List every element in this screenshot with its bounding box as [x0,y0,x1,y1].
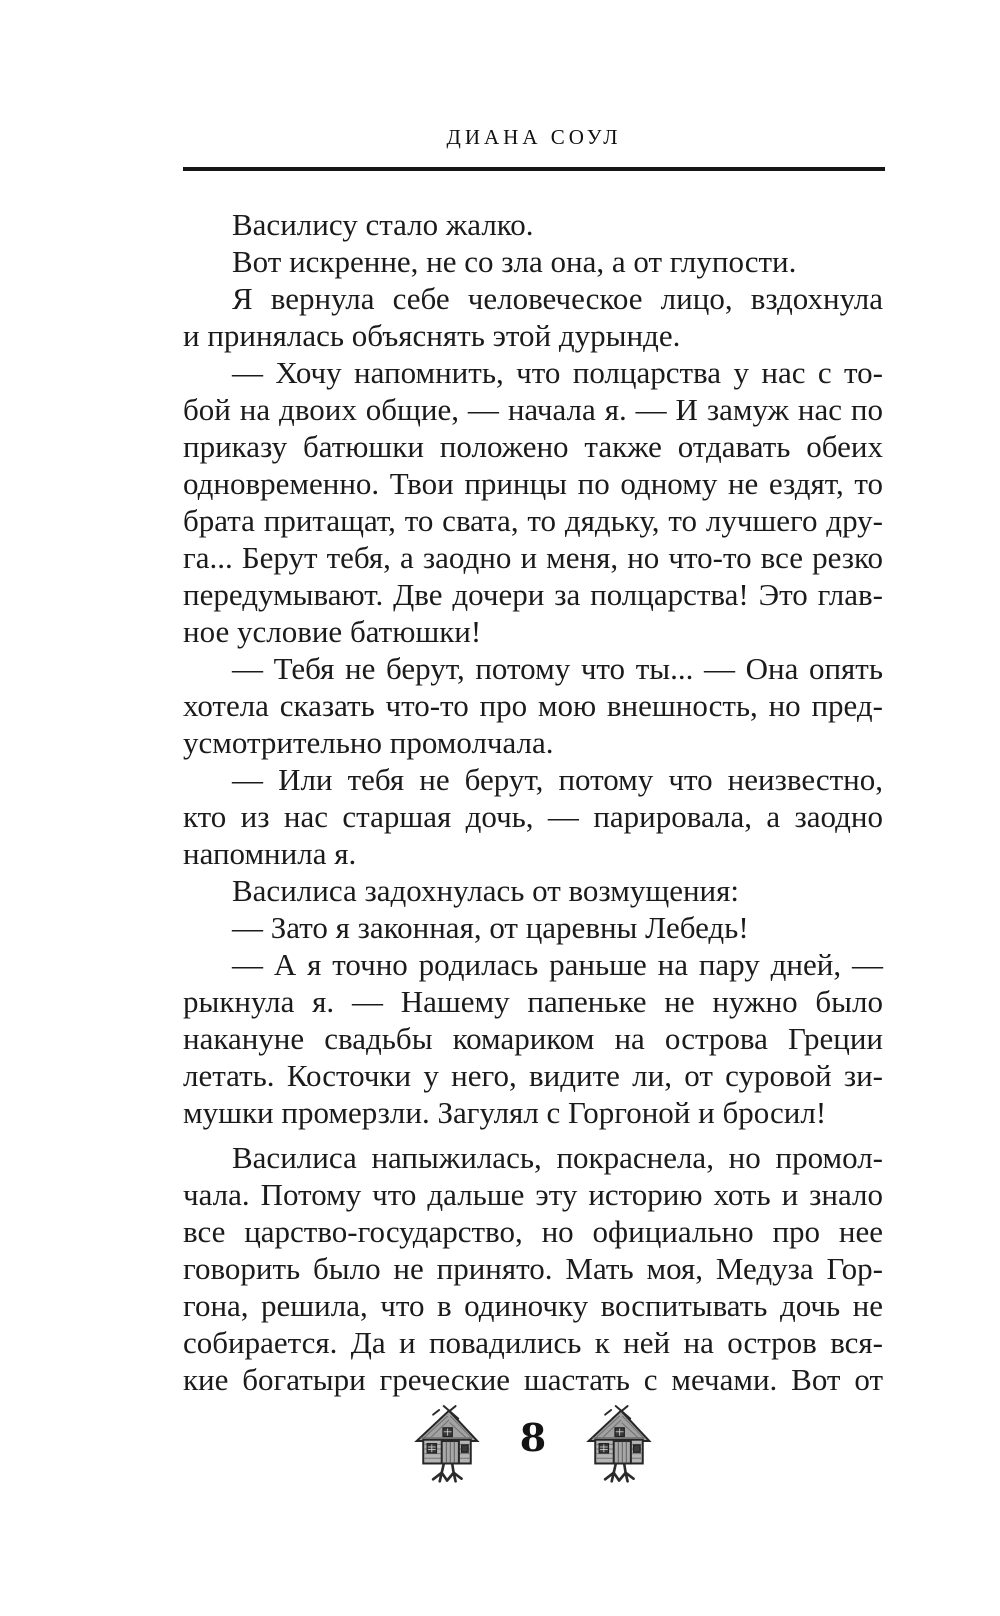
text-line: чала. Потому что дальше эту историю хоть и знало [183,1177,883,1212]
text-line: собирается. Да и повадились к ней на остров вся- [183,1325,883,1360]
running-head: ДИАНА СОУЛ [446,125,622,149]
paragraph [183,280,883,354]
text-line: — Зато я законная, от царевны Лебедь! [232,910,749,945]
hut-on-chicken-legs-icon [586,1404,652,1486]
paragraph [183,946,883,1131]
text-line: — Тебя не берут, потому что ты... — Она опять [232,651,883,686]
text-line: накануне свадьбы комариком на острова Греции [183,1021,883,1056]
paragraph [183,872,883,909]
text-line: одновременно. Твои принцы по одному не ездят, то [183,466,883,501]
text-line: мушки промерзли. Загулял с Горгоной и бросил! [183,1095,827,1130]
text-line: Василиса задохнулась от возмущения: [232,873,740,908]
text-line: все царство-государство, но официально про нее [183,1214,883,1249]
text-line: — Или тебя не берут, потому что неизвестно, [232,762,883,797]
paragraph [183,354,883,650]
text-line: бой на двоих общие, — начала я. — И замуж нас по [183,392,883,427]
paragraph [183,206,883,243]
header-rule [183,167,885,171]
paragraph [183,650,883,761]
text-line: Вот искренне, не со зла она, а от глупости. [232,244,797,279]
paragraph [183,1139,883,1398]
text-line: и принялась объяснять этой дурынде. [183,318,681,353]
page-footer [183,1404,883,1486]
text-line: передумывают. Две дочери за полцарства! Это глав- [183,577,883,612]
text-line: — А я точно родилась раньше на пару дней, — [232,947,883,982]
paragraph [183,243,883,280]
text-line: говорить было не принято. Мать моя, Медуза Гор- [183,1251,883,1286]
text-line: рыкнула я. — Нашему папеньке не нужно было [183,984,883,1019]
text-line: гона, решила, что в одиночку воспитывать дочь не [183,1288,883,1323]
text-line: — Хочу напомнить, что полцарства у нас с то- [232,355,883,390]
text-line: Я вернула себе человеческое лицо, вздохнула [232,281,883,316]
text-line: усмотрительно промолчала. [183,725,554,760]
hut-on-chicken-legs-icon [414,1404,480,1486]
page-number: 8 [519,1415,547,1460]
text-line: напомнила я. [183,836,357,871]
text-line: Василиса напыжилась, покраснела, но промол- [232,1140,883,1175]
text-line: кие богатыри греческие шастать с мечами. Вот от [183,1362,883,1397]
text-line: приказу батюшки положено также отдавать обеих [183,429,883,464]
text-line: га... Берут тебя, а заодно и меня, но что-то все резко [183,540,883,575]
text-line: брата притащат, то свата, то дядьку, то лучшего дру- [183,503,883,538]
text-line: летать. Косточки у него, видите ли, от суровой зи- [183,1058,883,1093]
page-body [183,206,883,1398]
text-line: хотела сказать что-то про мою внешность, но пред- [183,688,883,723]
text-line: кто из нас старшая дочь, — парировала, а заодно [183,799,883,834]
text-line: ное условие батюшки! [183,614,482,649]
paragraph [183,761,883,872]
text-line: Василису стало жалко. [232,207,534,242]
paragraph [183,909,883,946]
